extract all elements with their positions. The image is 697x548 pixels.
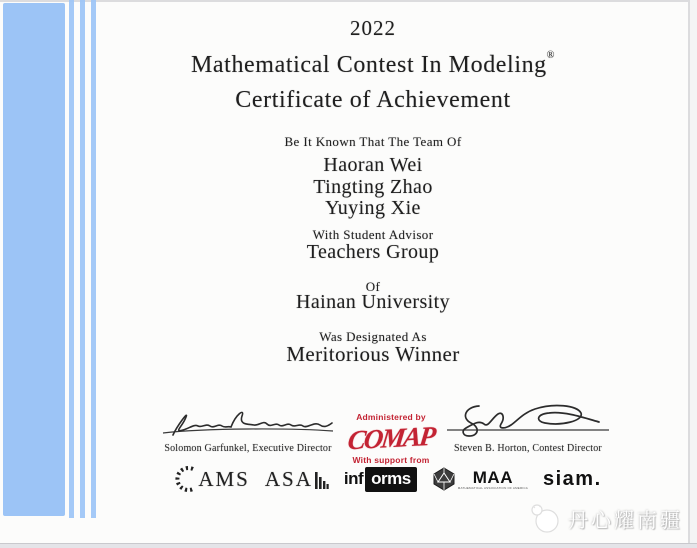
watermark-text: 丹心耀南疆 <box>568 509 683 532</box>
certificate-title-text: Mathematical Contest In Modeling <box>190 52 547 78</box>
certificate-title <box>97 50 649 79</box>
maa-text-column <box>458 469 528 490</box>
team-member-name: Haoran Wei <box>323 154 423 176</box>
executive-director-caption: Solomon Garfunkel, Executive Director <box>164 443 332 454</box>
ams-logo <box>170 465 250 493</box>
left-border-stripe-thin-1 <box>69 0 74 518</box>
watermark-mascot-icon <box>529 502 561 534</box>
executive-director-signature-block <box>158 400 338 454</box>
photo-bottom-edge <box>0 543 697 548</box>
designation-text: Meritorious Winner <box>286 342 460 366</box>
comap-logo: COMAP <box>346 420 436 456</box>
maa-polyhedron-icon <box>432 467 456 491</box>
informs-boxed-text: orms <box>365 467 417 492</box>
siam-text: siam. <box>542 467 602 490</box>
maa-logo <box>432 467 528 491</box>
left-border-stripe-thick <box>3 3 65 516</box>
left-border-stripe-thin-2 <box>80 0 85 518</box>
photo-top-edge <box>0 0 697 2</box>
designation-label: Was Designated As <box>319 329 427 344</box>
maa-subtext: MATHEMATICAL ASSOCIATION OF AMERICA <box>457 485 528 490</box>
ams-text: AMS <box>198 466 250 491</box>
executive-director-signature-icon <box>161 400 336 442</box>
of-label: Of <box>365 279 381 294</box>
team-member-name: Tingting Zhao <box>313 176 433 198</box>
advisor-label: With Student Advisor <box>312 227 434 242</box>
contest-director-caption: Steven B. Horton, Contest Director <box>454 443 602 454</box>
maa-text: MAA <box>472 467 513 487</box>
support-from-label: With support from <box>352 455 430 465</box>
institution-name: Hainan University <box>296 291 450 313</box>
sponsor-logos-row <box>110 462 662 496</box>
siam-logo <box>543 468 602 491</box>
administered-by-label: Administered by <box>356 412 426 422</box>
informs-logo <box>344 467 417 492</box>
asa-text: ASA <box>264 466 313 491</box>
registered-trademark-symbol: ® <box>546 50 555 61</box>
team-intro-label: Be It Known That The Team Of <box>284 134 462 149</box>
administered-by-block <box>330 412 452 465</box>
certificate-subtitle: Certificate of Achievement <box>235 87 511 113</box>
photo-right-margin <box>690 0 697 548</box>
asa-logo <box>265 467 329 492</box>
advisor-name: Teachers Group <box>306 241 440 263</box>
team-member-name: Yuying Xie <box>325 197 421 219</box>
informs-prefix-text: inf <box>343 469 364 488</box>
certificate-year: 2022 <box>350 16 396 40</box>
left-border-stripe-thin-3 <box>91 0 96 518</box>
watermark <box>529 502 683 534</box>
contest-director-signature-icon <box>443 398 613 442</box>
photo-right-edge <box>688 0 690 548</box>
asa-bars-icon <box>315 468 329 490</box>
ams-arc-icon <box>170 465 196 493</box>
contest-director-signature-block <box>438 398 618 454</box>
